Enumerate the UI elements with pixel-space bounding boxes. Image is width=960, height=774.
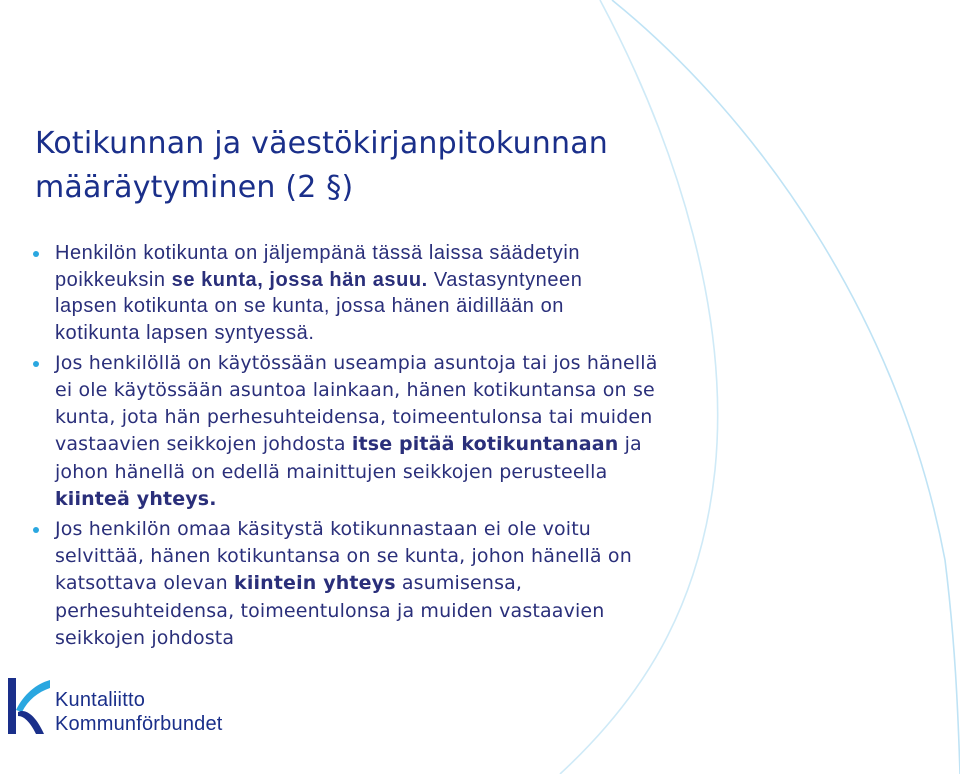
emphasis-text: se kunta, jossa hän asuu. [171,268,428,291]
emphasis-text: itse pitää kotikuntanaan [351,433,619,456]
text-run: seikkojen johdosta [55,626,235,649]
logo-wordmark [55,688,223,736]
text-run: kunta, jota hän perhesuhteidensa, toimeentulonsa tai muiden [55,406,653,429]
text-run: kotikunta lapsen syntyessä. [55,322,315,345]
bullet-text [55,516,900,652]
bullet-list [0,240,900,654]
bullet-line [55,320,900,347]
kuntaliitto-k-logo-icon [6,676,50,736]
text-run: johon hänellä on edellä mainittujen seikkojen perusteella [55,460,608,483]
title-line: Kotikunnan ja väestökirjanpitokunnan [35,126,609,161]
bullet-text [55,350,900,513]
bullet-line [55,350,900,377]
text-run: Henkilön kotikunta on jäljempänä tässä laissa säädetyin [55,242,580,264]
text-run: vastaavien seikkojen johdosta [55,433,352,456]
bullet-item [0,516,900,652]
bullet-item [0,240,900,347]
bullet-dot-icon [33,527,39,533]
bullet-line [55,459,900,486]
kuntaliitto-logo [6,676,256,738]
text-run: Jos henkilön omaa käsitystä kotikunnastaan ei ole voitu [55,518,591,541]
bullet-line [55,431,900,458]
bullet-line [55,267,900,294]
text-run: asumisensa, [395,572,523,595]
emphasis-text: kiinteä yhteys. [55,487,217,510]
logo-line: Kuntaliitto [55,689,146,711]
bullet-line [55,240,900,267]
text-run: ja [618,433,642,456]
text-run: lapsen kotikunta on se kunta, jossa hänen äidillään on [55,295,564,318]
text-run: Vastasyntyneen [427,268,583,291]
bullet-dot-icon [33,251,39,257]
title-line: määräytyminen (2 §) [35,170,354,205]
page-title [35,122,915,210]
bullet-line [55,377,900,404]
bullet-dot-icon [33,361,39,367]
text-run: perhesuhteidensa, toimeentulonsa ja muiden vastaavien [55,599,605,622]
bullet-line [55,404,900,431]
bullet-line [55,293,900,320]
text-run: ei ole käytössään asuntoa lainkaan, hänen kotikuntansa on se [55,379,655,402]
logo-line: Kommunförbundet [55,713,223,735]
text-run: katsottava olevan [55,572,235,595]
bullet-line [55,570,900,597]
bullet-line [55,486,900,513]
text-run: poikkeuksin [55,268,172,291]
bullet-item [0,350,900,513]
bullet-line [55,598,900,625]
bullet-line [55,543,900,570]
emphasis-text: kiintein yhteys [234,572,396,595]
bullet-text [55,240,900,347]
bullet-line [55,516,900,543]
bullet-line [55,625,900,652]
text-run: selvittää, hänen kotikuntansa on se kunta, johon hänellä on [55,545,632,568]
text-run: Jos henkilöllä on käytössään useampia asuntoja tai jos hänellä [55,351,658,374]
